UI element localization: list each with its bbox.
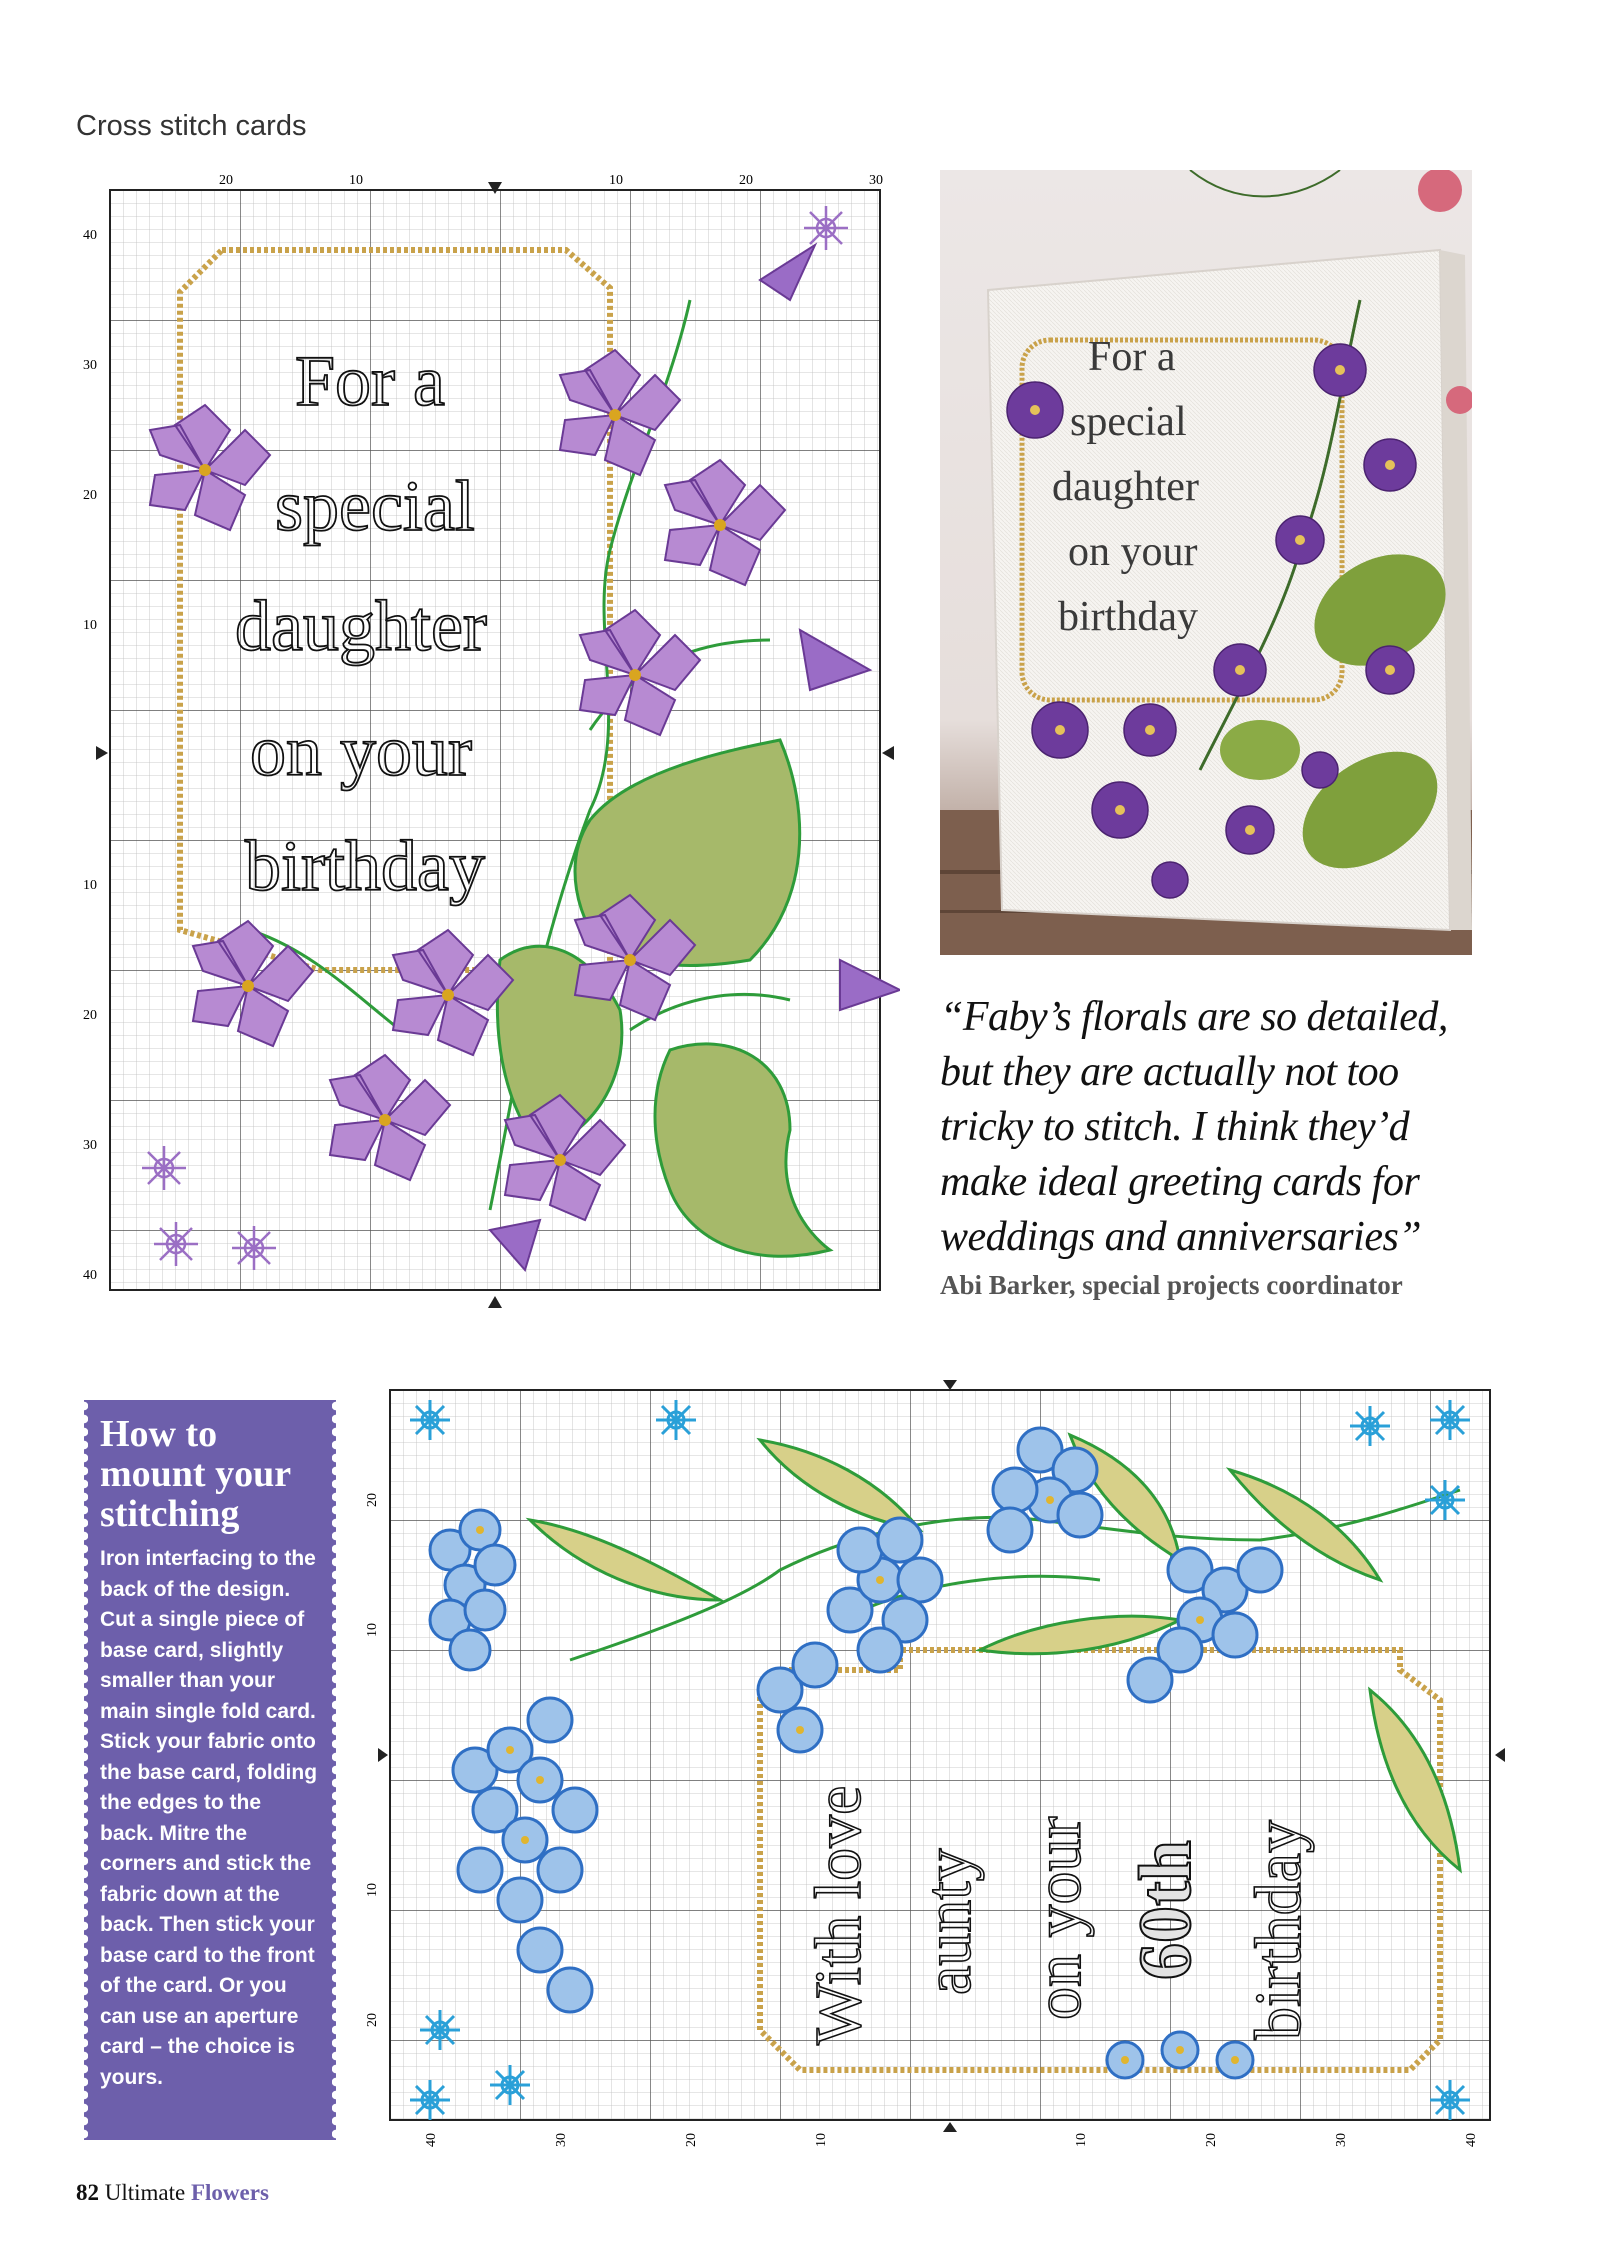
chart2-bottom-tick: 10 (1074, 2133, 1089, 2147)
chart1-left-tick: 10 (83, 618, 97, 633)
quote-line: weddings and anniversaries” (940, 1214, 1422, 1260)
quote-line: make ideal greeting cards for (940, 1159, 1420, 1205)
chart2-text-line: With love (802, 1785, 875, 2045)
chart1-top-tick: 30 (869, 173, 883, 188)
card-text-line: birthday (1058, 594, 1198, 640)
chart2-bottom-tick: 20 (684, 2133, 699, 2147)
chart2-bottom-tick: 40 (1464, 2133, 1479, 2147)
card-text-line: on your (1068, 529, 1198, 575)
chart1-top-tick: 20 (219, 173, 233, 188)
chart1-text-line: For a (295, 341, 445, 421)
quote-attribution: Abi Barker, special projects coordinator (940, 1270, 1403, 1300)
chart2-left-tick: 20 (365, 2013, 380, 2027)
chart1-left-tick: 40 (83, 228, 97, 243)
chart1-left-tick: 20 (83, 1008, 97, 1023)
section-title: Cross stitch cards (76, 110, 307, 142)
center-arrow-icon (96, 746, 108, 760)
violet-chart (70, 170, 900, 1310)
chart2-left-tick: 10 (365, 1883, 380, 1897)
card-photo (940, 170, 1472, 955)
center-arrow-icon (378, 1748, 388, 1762)
chart1-left-tick: 10 (83, 878, 97, 893)
chart2-bottom-tick: 20 (1204, 2133, 1219, 2147)
page-footer (76, 2180, 269, 2206)
quote-line: but they are actually not too (940, 1049, 1399, 1095)
card-text-line: For a (1088, 334, 1176, 380)
chart1-top-tick: 10 (349, 173, 363, 188)
chart1-left-tick: 30 (83, 358, 97, 373)
mounting-tips-box (84, 1400, 336, 2140)
chart2-text-line: birthday (1242, 1820, 1315, 2040)
sidebar-title: How to mount your stitching (100, 1413, 292, 1535)
center-arrow-icon (882, 746, 894, 760)
chart1-left-tick: 20 (83, 488, 97, 503)
chart1-left-tick: 40 (83, 1268, 97, 1283)
quote-line: tricky to stitch. I think they’d (940, 1104, 1410, 1150)
quote-line: “Faby’s florals are so detailed, (940, 994, 1448, 1040)
card-text-line: special (1070, 399, 1187, 445)
chart2-text-line: aunty (912, 1848, 985, 1995)
card-text-line: daughter (1052, 464, 1199, 510)
page-number: 82 (76, 2180, 99, 2205)
chart2-bottom-tick: 40 (424, 2133, 439, 2147)
chart2-left-tick: 10 (365, 1623, 380, 1637)
sidebar-body: Iron interfacing to the back of the design. Cut a single piece of base card, slightly smaller than your main single fold card. Stick your fabric onto the base card, folding the edges to the back. Mitre the corners and stick the fabric down at the back. Then stick your base card to the front of the card. Or you can use an aperture card – the choice is yours. (100, 1547, 318, 2089)
chart1-text-line: daughter (235, 586, 487, 666)
chart1-top-tick: 10 (609, 173, 623, 188)
forget-me-not-chart (360, 1370, 1510, 2160)
chart2-left-tick: 20 (365, 1493, 380, 1507)
chart1-text-line: on your (250, 711, 472, 791)
pull-quote (940, 990, 1500, 1265)
chart1-text-line: special (275, 466, 475, 546)
center-arrow-icon (943, 2122, 957, 2132)
center-arrow-icon (1495, 1748, 1505, 1762)
chart1-left-tick: 30 (83, 1138, 97, 1153)
chart2-bottom-tick: 30 (554, 2133, 569, 2147)
chart2-text-line: on your (1022, 1816, 1095, 2020)
chart2-bottom-tick: 10 (814, 2133, 829, 2147)
center-arrow-icon (488, 1296, 502, 1308)
magazine-name: Ultimate (104, 2180, 186, 2205)
chart1-text-line: birthday (245, 826, 485, 906)
magazine-brand: Flowers (190, 2180, 269, 2205)
chart1-top-tick: 20 (739, 173, 753, 188)
center-arrow-icon (943, 1380, 957, 1390)
chart2-bottom-tick: 30 (1334, 2133, 1349, 2147)
chart2-text-line: 60th (1125, 1840, 1207, 1980)
